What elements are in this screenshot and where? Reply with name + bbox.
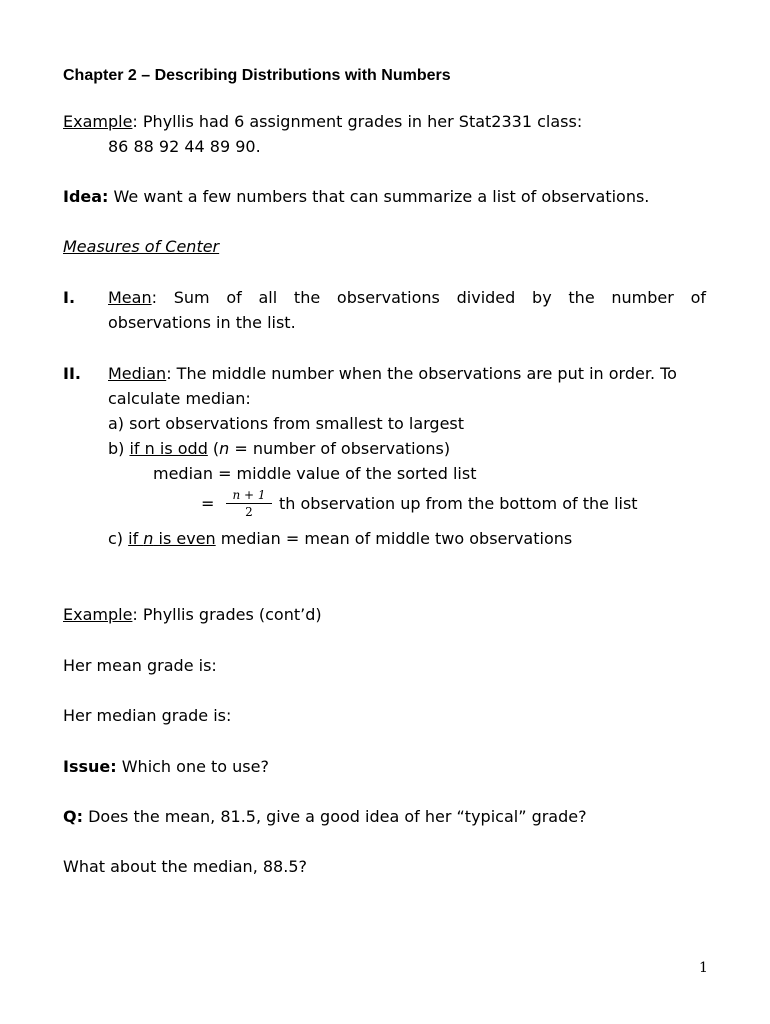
step-c-is-even: is even bbox=[153, 529, 216, 548]
idea-label: Idea: bbox=[63, 187, 109, 206]
numeral-one: I. bbox=[63, 288, 76, 307]
fraction-denominator: 2 bbox=[245, 505, 253, 519]
mean-grade-line: Her mean grade is: bbox=[63, 656, 217, 675]
idea-line bbox=[63, 187, 649, 207]
question-label: Q: bbox=[63, 807, 83, 826]
step-c-rest: median = mean of middle two observations bbox=[215, 529, 573, 548]
median-line-1 bbox=[108, 364, 677, 384]
example-2-label: Example bbox=[63, 605, 133, 624]
median-step-b bbox=[108, 439, 450, 459]
step-c-prefix: c) bbox=[108, 529, 129, 548]
fraction-text: th observation up from the bottom of the list bbox=[279, 494, 638, 513]
example-2-line bbox=[63, 605, 322, 625]
step-c-if: if bbox=[128, 529, 144, 548]
issue-line bbox=[63, 757, 269, 777]
example-label: Example bbox=[63, 112, 133, 131]
idea-text: We want a few numbers that can summarize a list of observations. bbox=[108, 187, 650, 206]
equals-sign: = bbox=[201, 494, 215, 513]
median-line-2: calculate median: bbox=[108, 389, 251, 408]
step-b-paren: ( bbox=[207, 439, 220, 458]
question-text: Does the mean, 81.5, give a good idea of her “typical” grade? bbox=[83, 807, 587, 826]
step-c-n: n bbox=[143, 529, 154, 548]
what-about-line: What about the median, 88.5? bbox=[63, 857, 307, 876]
median-text-1: : The middle number when the observations are put in order. To bbox=[166, 364, 677, 383]
page-number: 1 bbox=[699, 960, 708, 976]
grades-list: 86 88 92 44 89 90. bbox=[108, 137, 261, 156]
fraction-n-plus-1-over-2 bbox=[224, 488, 274, 519]
median-step-b-line2: median = middle value of the sorted list bbox=[153, 464, 477, 483]
median-step-a: a) sort observations from smallest to largest bbox=[108, 414, 465, 433]
fraction-bar bbox=[226, 503, 272, 504]
numeral-two: II. bbox=[63, 364, 81, 383]
mean-line-2: observations in the list. bbox=[108, 313, 296, 332]
step-b-prefix: b) bbox=[108, 439, 130, 458]
example-1-line bbox=[63, 112, 582, 132]
mean-text-1: : Sum of all the observations divided by the number of bbox=[151, 288, 706, 307]
step-b-n: n bbox=[219, 439, 230, 458]
example-2-text: : Phyllis grades (cont’d) bbox=[132, 605, 322, 624]
issue-text: Which one to use? bbox=[116, 757, 269, 776]
median-step-c bbox=[108, 529, 572, 549]
chapter-title: Chapter 2 – Describing Distributions with Numbers bbox=[63, 67, 451, 84]
step-b-condition: if n is odd bbox=[129, 439, 208, 458]
mean-label: Mean bbox=[108, 288, 152, 307]
section-heading: Measures of Center bbox=[63, 237, 220, 256]
fraction-numerator: n + 1 bbox=[232, 488, 266, 502]
median-grade-line: Her median grade is: bbox=[63, 706, 232, 725]
median-label: Median bbox=[108, 364, 167, 383]
step-b-rest: = number of observations) bbox=[229, 439, 451, 458]
step-c-condition bbox=[128, 529, 216, 548]
question-line bbox=[63, 807, 587, 827]
issue-label: Issue: bbox=[63, 757, 117, 776]
example-text: : Phyllis had 6 assignment grades in her Stat2331 class: bbox=[132, 112, 583, 131]
mean-line-1 bbox=[108, 288, 706, 308]
